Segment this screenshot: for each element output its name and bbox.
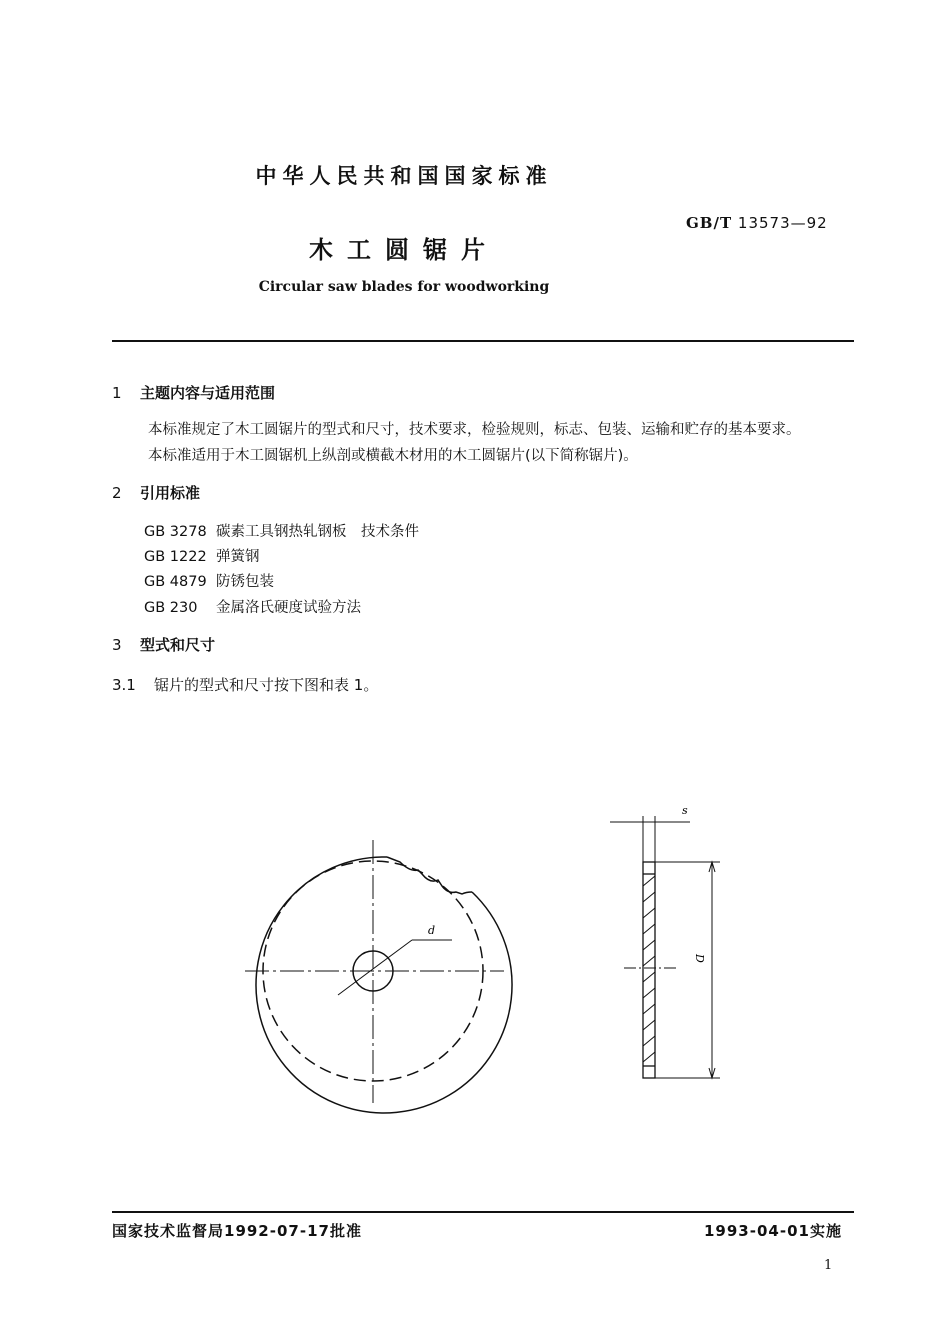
bore-label: d [428, 924, 436, 937]
effective-date: 1993-04-01实施 [704, 1222, 842, 1240]
section-number: 3 [112, 636, 122, 654]
standard-prefix: GB/T [686, 214, 733, 232]
footer-divider [112, 1211, 854, 1213]
page-number: 1 [824, 1258, 833, 1273]
reference-title: 金属洛氏硬度试验方法 [216, 600, 361, 616]
clause-text: 锯片的型式和尺寸按下图和表 1。 [154, 676, 379, 694]
national-standard-heading: 中华人民共和国国家标准 [255, 164, 553, 188]
reference-title: 弹簧钢 [216, 549, 260, 565]
standard-number: 13573—92 [737, 214, 828, 232]
reference-title: 碳素工具钢热轧钢板 技术条件 [216, 524, 419, 540]
diameter-label: D [693, 954, 706, 963]
reference-code: GB 230 [144, 600, 198, 616]
reference-title: 防锈包装 [216, 574, 274, 590]
section-title: 主题内容与适用范围 [140, 384, 276, 402]
clause-number: 3.1 [112, 676, 136, 694]
section-title: 型式和尺寸 [140, 636, 216, 654]
document-title: 木工圆锯片 [309, 236, 499, 264]
scope-paragraph-2: 本标准适用于木工圆锯机上纵剖或横截木材用的木工圆锯片(以下简称锯片)。 [148, 448, 638, 464]
side-view [610, 816, 720, 1078]
scope-paragraph-1: 本标准规定了木工圆锯片的型式和尺寸，技术要求，检验规则，标志、包装、运输和贮存的基本要求。 [148, 422, 801, 438]
document-title-english: Circular saw blades for woodworking [258, 279, 550, 295]
front-view [245, 840, 512, 1113]
section-title: 引用标准 [140, 484, 201, 502]
section-number: 2 [112, 484, 122, 502]
reference-code: GB 3278 [144, 524, 207, 540]
section-number: 1 [112, 384, 122, 402]
thickness-label: s [682, 804, 688, 817]
approval-line: 国家技术监督局1992-07-17批准 [112, 1222, 362, 1240]
reference-code: GB 1222 [144, 549, 207, 565]
reference-code: GB 4879 [144, 574, 207, 590]
